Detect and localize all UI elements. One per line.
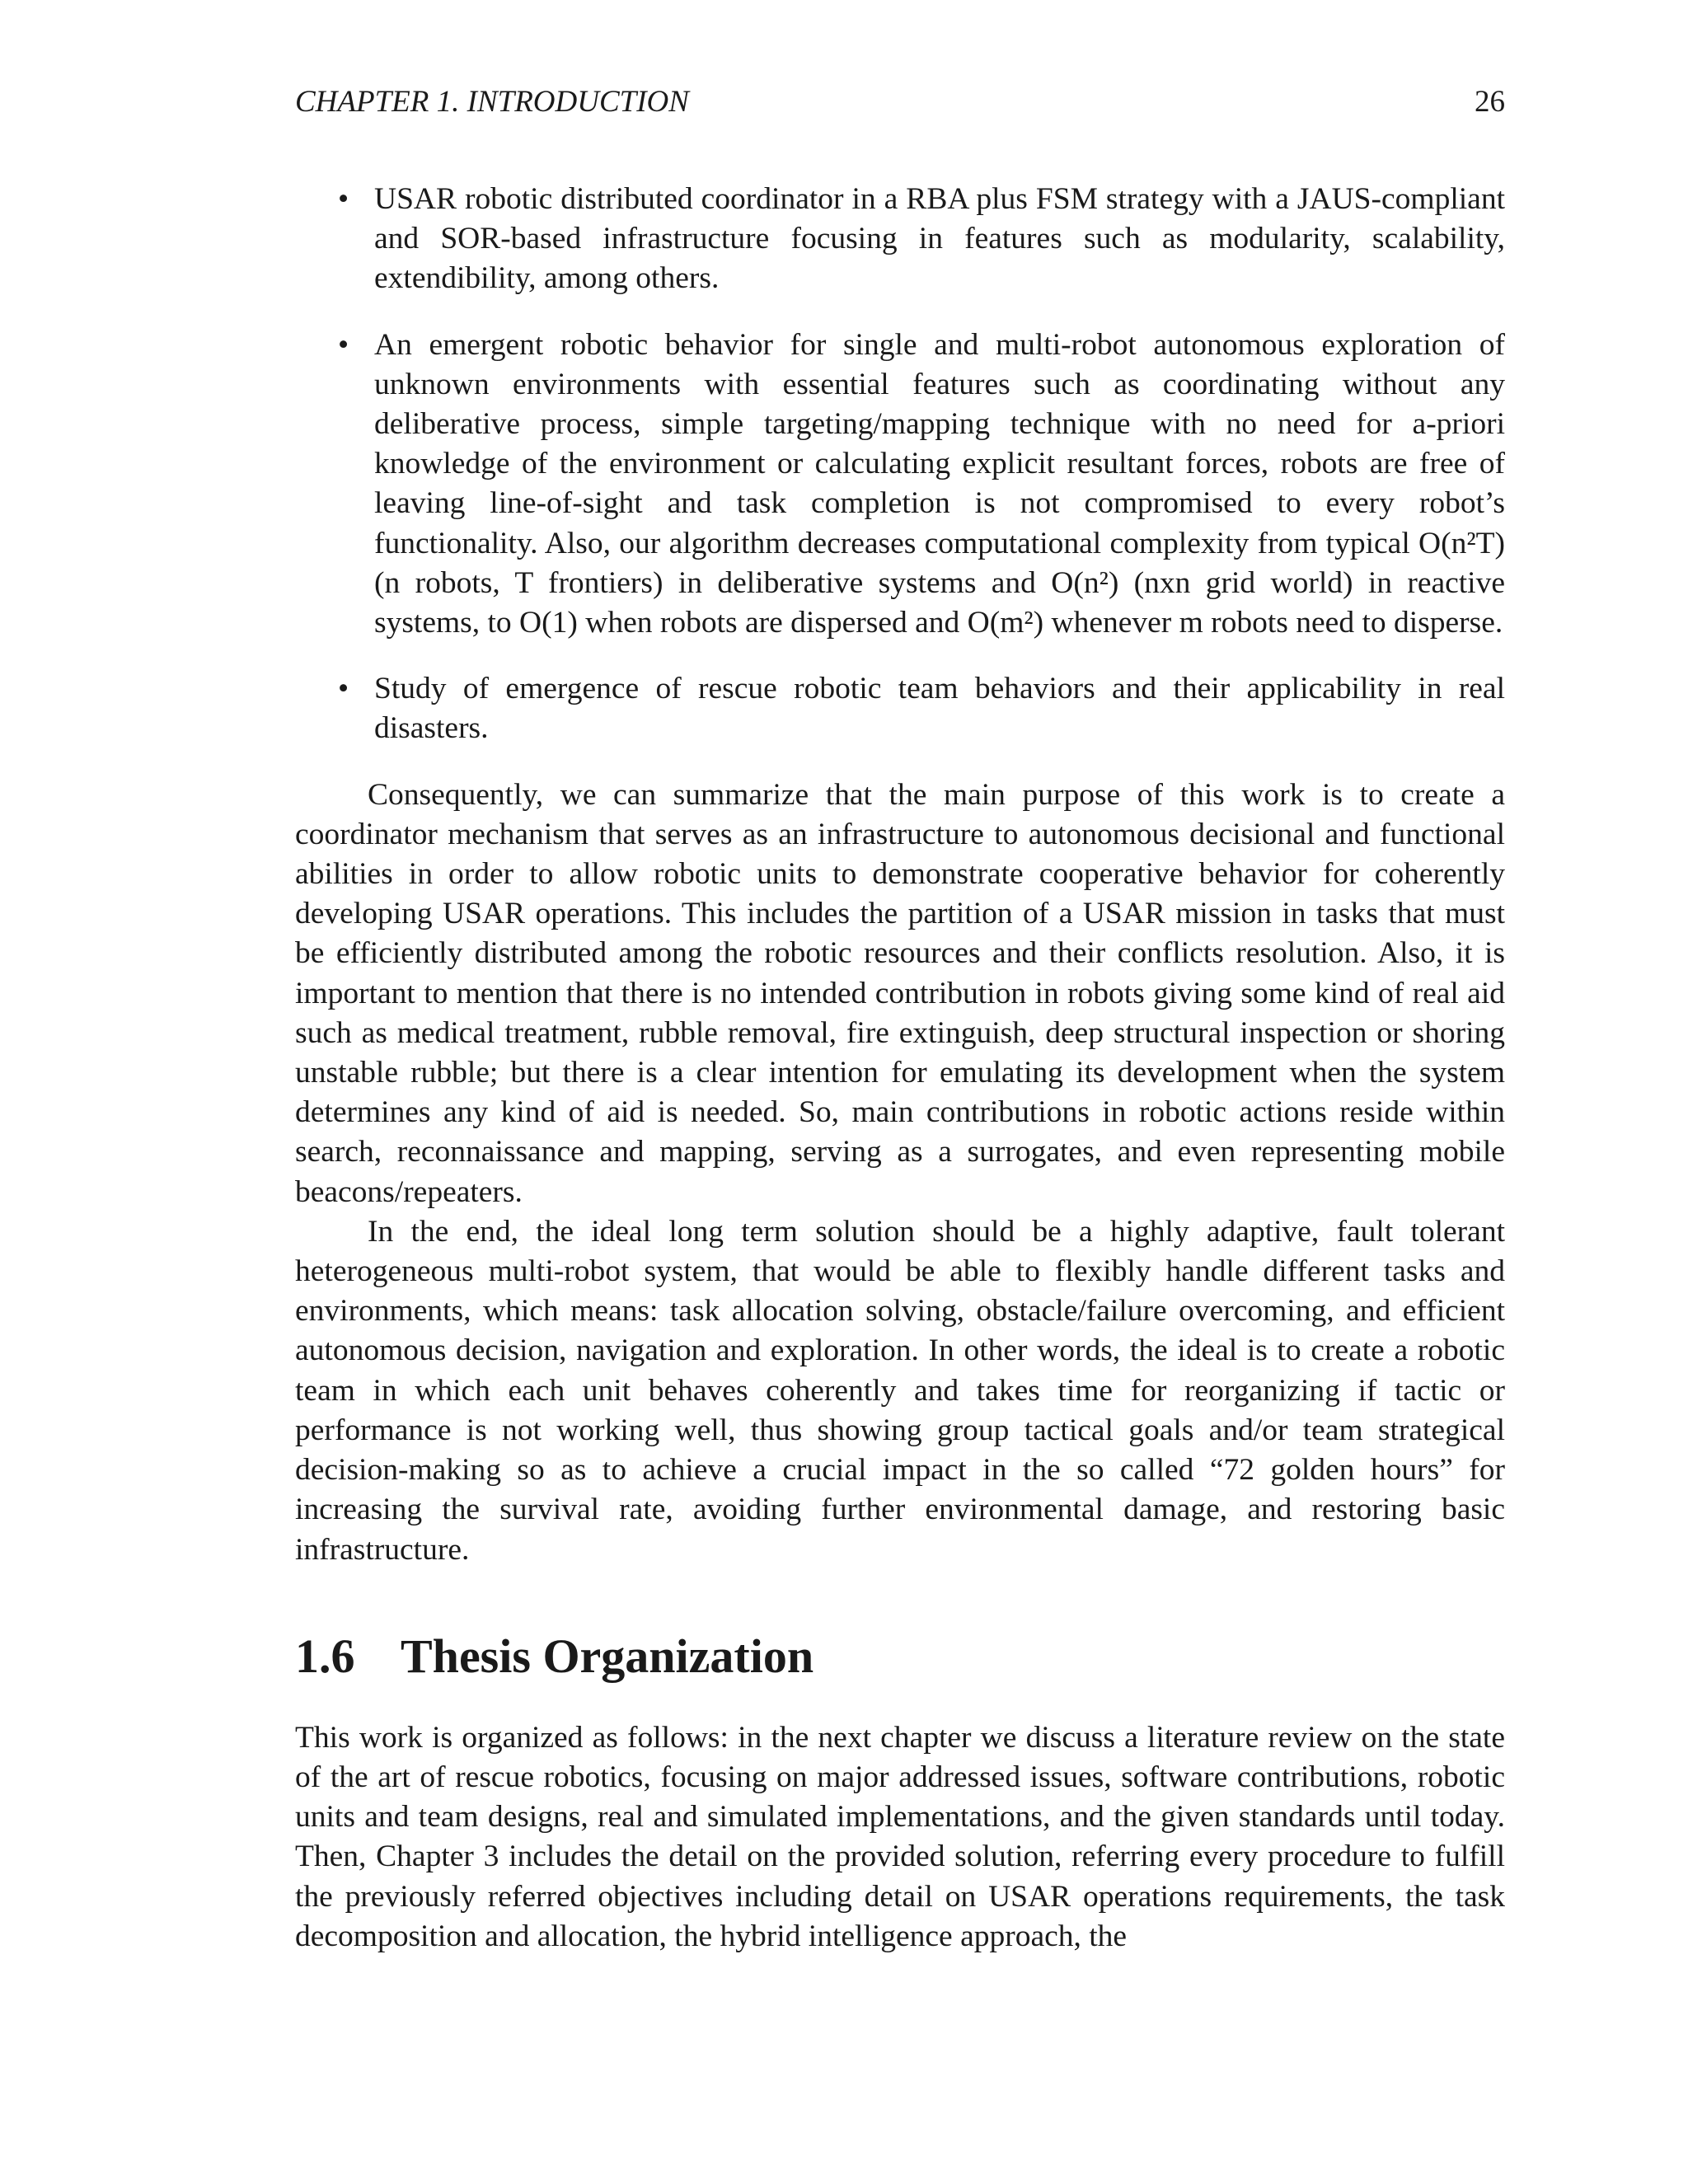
running-header — [295, 81, 1505, 124]
running-title: CHAPTER 1. INTRODUCTION — [295, 85, 689, 119]
bullet-text: Study of emergence of rescue robotic team behaviors and their applicability in real disasters. — [374, 672, 1505, 746]
bullet-icon: • — [338, 672, 349, 706]
body-text — [295, 180, 1505, 1957]
list-item — [295, 180, 1505, 299]
paragraph-ideal-solution: In the end, the ideal long term solution should be a highly adaptive, fault tolerant heterogeneous multi-robot system, that would be able to flexibly handle different tasks and environments, which means: task allocation solving, obstacle/failure overcoming, and efficient autonomous decision, navigation and exploration. In other words, the ideal is to create a robotic team in which each unit behaves coherently and takes time for reorganizing if tactic or performance is not working well, thus showing group tactical goals and/or team strategical decision-making so as to achieve a crucial impact in the so called “72 golden hours” for increasing the survival rate, avoiding further environmental damage, and restoring basic infrastructure. — [295, 1214, 1505, 1567]
bullet-icon: • — [338, 182, 349, 216]
contribution-list — [295, 180, 1505, 749]
section-heading — [295, 1628, 1505, 1685]
bullet-text: USAR robotic distributed coordinator in a RBA plus FSM strategy with a JAUS-compliant and SOR-based infrastructure focusing in features such as modularity, scalability, extendibility, among others. — [374, 182, 1505, 296]
list-item — [295, 326, 1505, 644]
section-number: 1.6 — [295, 1629, 355, 1683]
paragraph-purpose: Consequently, we can summarize that the main purpose of this work is to create a coordinator mechanism that serves as an infrastructure to autonomous decisional and functional abilities in order to allow robotic units to demonstrate cooperative behavior for coherently developing USAR operations. This includes the partition of a USAR mission in tasks that must be efficiently distributed among the robotic resources and their conflicts resolution. Also, it is important to mention that there is no intended contribution in robots giving some kind of real aid such as medical treatment, rubble removal, fire extinguish, deep structural inspection or shoring unstable rubble; but there is a clear intention for emulating its development when the system determines any kind of aid is needed. So, main contributions in robotic actions reside within search, reconnaissance and mapping, serving as a surrogates, and even representing mobile beacons/repeaters. — [295, 777, 1505, 1209]
bullet-text: An emergent robotic behavior for single and multi-robot autonomous exploration of unknown environments with essential features such as coordinating without any deliberative process, simple targeting/mapping technique with no need for a-priori knowledge of the environment or calculating explicit resultant forces, robots are free of leaving line-of-sight and task completion is not compromised to every robot’s functionality. Also, our algorithm decreases computational complexity from typical O(n²T) (n robots, T frontiers) in deliberative systems and O(n²) (nxn grid world) in reactive systems, to O(1) when robots are dispersed and O(m²) whenever m robots need to disperse. — [374, 327, 1505, 640]
section-title: Thesis Organization — [401, 1629, 814, 1683]
bullet-icon: • — [338, 327, 349, 362]
paragraph-organization: This work is organized as follows: in the next chapter we discuss a literature review on the state of the art of rescue robotics, focusing on major addressed issues, software contributions, robotic units and team designs, real and simulated implementations, and the given standards until today. Then, Chapter 3 includes the detail on the provided solution, referring every procedure to fulfill the previously referred objectives including detail on USAR operations requirements, the task decomposition and allocation, the hybrid intelligence approach, the — [295, 1720, 1505, 1953]
list-item — [295, 669, 1505, 748]
page-number: 26 — [1475, 85, 1505, 119]
